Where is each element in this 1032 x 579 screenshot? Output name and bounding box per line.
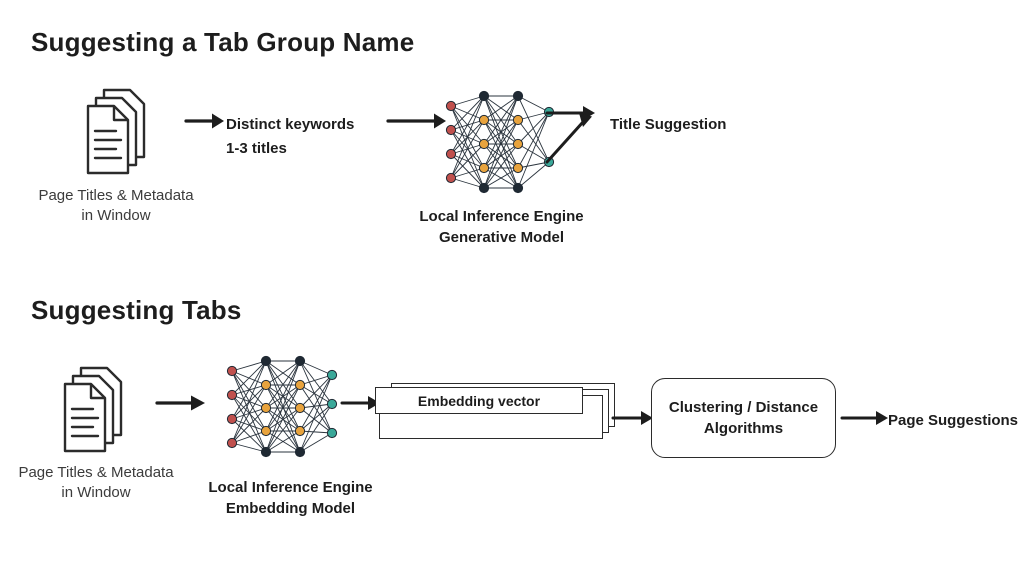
generative-model-line2: Generative Model bbox=[438, 229, 565, 246]
clustering-line1: Clustering / Distance bbox=[668, 399, 819, 416]
keywords-line1: Distinct keywords bbox=[226, 116, 355, 133]
arrow-keywords-to-model-1 bbox=[386, 108, 448, 134]
arrow-model-to-title-1 bbox=[545, 100, 601, 172]
page-suggestions-output: Page Suggestions bbox=[888, 412, 1019, 429]
generative-model-line1: Local Inference Engine bbox=[419, 208, 584, 225]
clustering-line2: Algorithms bbox=[703, 420, 784, 437]
page-documents-icon-2 bbox=[55, 363, 135, 458]
arrow-doc-to-keywords-1 bbox=[184, 108, 226, 134]
page-documents-icon-1 bbox=[78, 85, 158, 180]
section-title-suggesting-tabs: Suggesting Tabs bbox=[31, 295, 242, 325]
doc-caption-1 bbox=[0, 186, 232, 227]
generative-model-label bbox=[389, 206, 614, 248]
doc-caption-2-line1: Page Titles & Metadata bbox=[18, 464, 174, 481]
embedding-model-line2: Embedding Model bbox=[225, 500, 356, 517]
clustering-algorithms-box bbox=[651, 378, 836, 458]
embedding-vector-card-front bbox=[375, 387, 583, 414]
keywords-line2: 1-3 titles bbox=[226, 140, 287, 157]
embedding-vector-label: Embedding vector bbox=[417, 392, 541, 409]
embedding-model-line1: Local Inference Engine bbox=[208, 479, 373, 496]
keywords-label-1 bbox=[226, 113, 354, 161]
arrow-doc-to-model-2 bbox=[155, 390, 207, 416]
title-suggestion-output: Title Suggestion bbox=[610, 116, 727, 133]
doc-caption-1-line2: in Window bbox=[81, 207, 151, 225]
doc-caption-1-line1: Page Titles & Metadata bbox=[38, 187, 194, 204]
section-title-tab-group-name: Suggesting a Tab Group Name bbox=[31, 27, 415, 57]
clustering-label bbox=[669, 397, 818, 439]
doc-caption-2-line2: in Window bbox=[61, 484, 131, 502]
neural-network-embedding-model bbox=[222, 349, 344, 467]
embedding-model-label bbox=[178, 477, 403, 519]
arrow-embedding-to-cluster bbox=[611, 405, 655, 431]
arrow-cluster-to-output bbox=[840, 405, 890, 431]
neural-network-generative-model bbox=[441, 82, 561, 202]
